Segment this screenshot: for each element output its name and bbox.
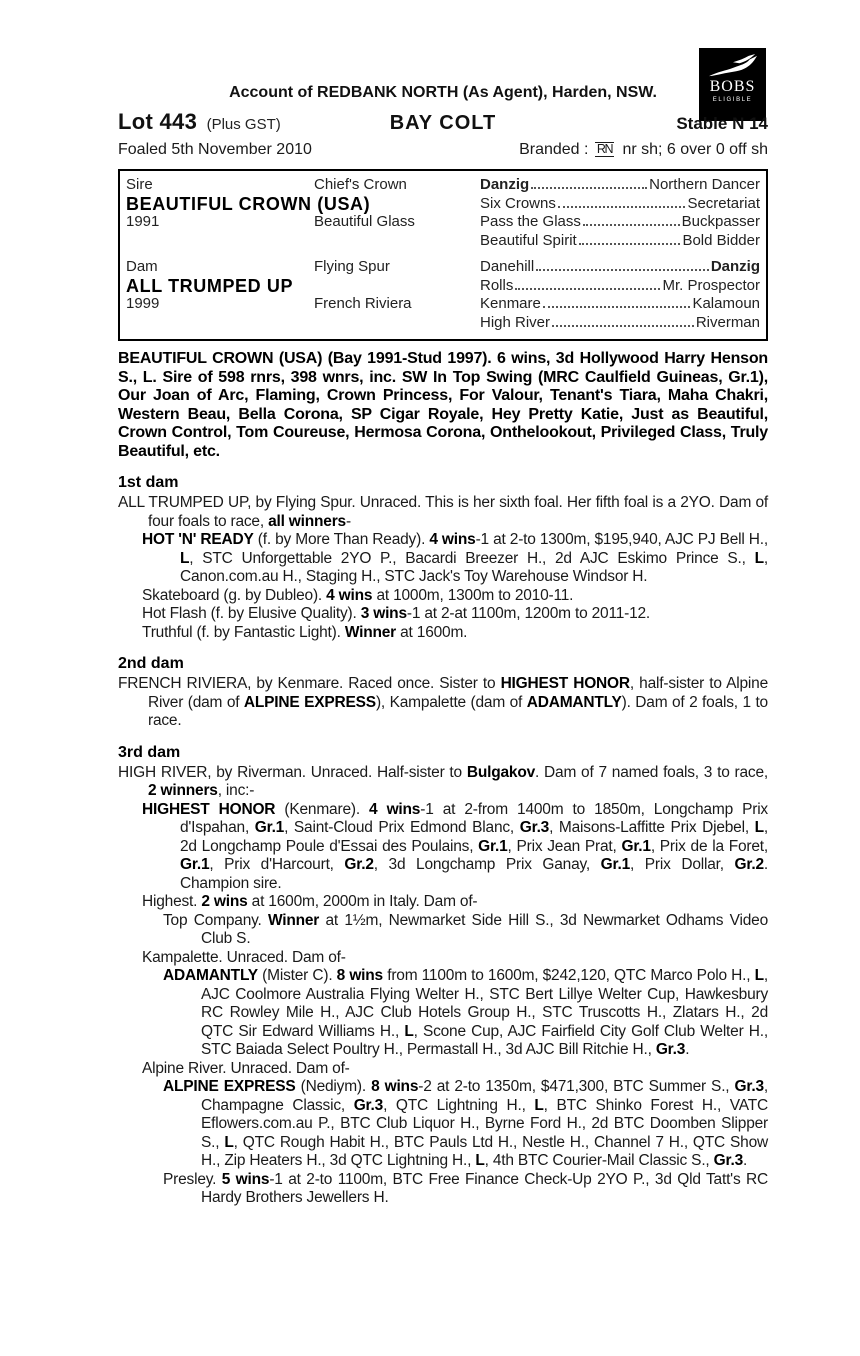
ancestor-name: Kenmare (480, 295, 541, 312)
section-heading: 2nd dam (118, 655, 184, 672)
stable-number: Stable N 14 (676, 114, 768, 133)
ancestor-pair (480, 213, 760, 232)
parent-name: French Riviera (314, 295, 412, 312)
birth-year: 1999 (126, 295, 160, 312)
ancestor-name: Danzig (480, 176, 530, 193)
pedigree-row (126, 176, 760, 195)
dot-leader (579, 243, 681, 245)
account-line: Account of REDBANK NORTH (As Agent), Harden, NSW. (229, 84, 657, 101)
dot-leader (552, 325, 694, 327)
ancestor-name: Mr. Prospector (662, 276, 760, 294)
pedigree-paragraph: Kampalette. Unraced. Dam of- (142, 948, 346, 966)
pedigree-paragraph: ALL TRUMPED UP, by Flying Spur. Unraced. This is her sixth foal. Her fifth foal is a 2YO. Dam of four foals to race, all winners- (118, 494, 768, 530)
lot-row (118, 109, 768, 135)
section-heading: 3rd dam (118, 743, 181, 761)
dot-leader (583, 224, 680, 226)
birth-year: 1991 (126, 213, 160, 230)
sire-summary: BEAUTIFUL CROWN (USA) (Bay 1991-Stud 1997). 6 wins, 3d Hollywood Harry Henson S., L. Sire of 598 rnrs, 398 wnrs, inc. SW In Top Swing (MRC Caulfield Guineas, Gr.1), Our Joan of Arc, Flaming, Crown Princess, For Valour, Tenant's Tiara, Maha Chakri, Western Beau, Bella Corona, SP Cigar Royale, Hey Pretty Katie, Just as Beautiful, Crown Control, Tom Coureuse, Hermosa Corona, Onthelookout, Privileged Class, Truly Beautiful, etc. (118, 350, 768, 460)
ancestor-name: High River (480, 313, 551, 331)
dam-block (126, 258, 760, 332)
bobs-horse-icon (699, 54, 766, 78)
ancestor-pair (480, 176, 760, 195)
pedigree-row (126, 314, 760, 333)
ancestor-name: Danehill (480, 258, 535, 275)
pedigree-paragraph: Hot Flash (f. by Elusive Quality). 3 wins-1 at 2-at 1100m, 1200m to 2011-12. (142, 605, 651, 622)
section-heading: 1st dam (118, 474, 179, 491)
horse-name: ALL TRUMPED UP (126, 275, 294, 296)
foaled-date: Foaled 5th November 2010 (118, 141, 312, 158)
bobs-subtitle: ELIGIBLE (712, 97, 753, 103)
pedigree-row (126, 258, 760, 277)
ancestor-name: Buckpasser (681, 213, 760, 230)
pedigree-paragraph: Skateboard (g. by Dubleo). 4 wins at 1000m, 1300m to 2010-11. (142, 586, 574, 604)
parent-name: Beautiful Glass (314, 213, 415, 230)
bobs-title: BOBS (709, 78, 756, 95)
ancestor-name: Pass the Glass (480, 213, 581, 230)
dot-leader (543, 306, 691, 308)
ancestor-name: Secretariat (687, 194, 760, 212)
dot-leader (515, 288, 660, 290)
dot-leader (536, 269, 709, 271)
ancestor-pair (480, 258, 760, 277)
sire-block (126, 176, 760, 250)
pedigree-paragraph: Presley. 5 wins-1 at 2-to 1100m, BTC Free Finance Check-Up 2YO P., 3d Qld Tatt's RC Hardy Brothers Jewellers H. (163, 1170, 768, 1206)
ancestor-name: Six Crowns (480, 194, 556, 212)
pedigree-row (126, 277, 760, 296)
role-label: Sire (126, 176, 153, 193)
pedigree-paragraph: Top Company. Winner at 1½m, Newmarket Side Hill S., 3d Newmarket Odhams Video Club S. (163, 911, 769, 947)
branded-label: Branded : (519, 141, 589, 158)
pedigree-table (118, 169, 768, 341)
horse-title: BAY COLT (389, 112, 497, 134)
ancestor-pair (480, 314, 760, 333)
pedigree-paragraph: HOT 'N' READY (f. by More Than Ready). 4 wins-1 at 2-to 1300m, $195,940, AJC PJ Bell H., L, STC Unforgettable 2YO P., Bacardi Breezer H., 2d AJC Eskimo Prince S., L, Canon.com.au H., Staging H., STC Jack's Toy Warehouse Windsor H. (142, 531, 768, 585)
second-dam-section (118, 655, 768, 731)
ancestor-pair (480, 277, 760, 296)
pedigree-paragraph: Alpine River. Unraced. Dam of- (142, 1059, 350, 1077)
first-dam-section (118, 474, 768, 642)
pedigree-row (126, 232, 760, 251)
ancestor-name: Rolls (480, 276, 514, 294)
parent-name: Chief's Crown (314, 176, 407, 193)
ancestor-pair (480, 295, 760, 314)
pedigree-paragraph: Highest. 2 wins at 1600m, 2000m in Italy. Dam of- (142, 893, 478, 910)
ancestor-pair (480, 195, 760, 214)
ancestor-name: Riverman (695, 313, 760, 331)
branded-info (519, 141, 768, 159)
meta-row (118, 141, 768, 159)
ancestor-name: Danzig (710, 258, 760, 275)
lot-left (118, 109, 390, 135)
lot-number: Lot 443 (118, 109, 198, 134)
pedigree-paragraph: ADAMANTLY (Mister C). 8 wins from 1100m to 1600m, $242,120, QTC Marco Polo H., L, AJC Coolmore Australia Flying Welter H., STC Bert Lillye Welter Cup, Hawkesbury RC Rowley Mile H., AJC Club Hotels Group H., STC Truscotts H., Zlatars H., 2d QTC Sir Edward Williams H., L, Scone Cup, AJC Fairfield City Golf Club Welter H., STC Baiada Select Poultry H., Permastall H., 3d AJC Bill Ritchie H., Gr.3. (163, 967, 768, 1058)
lot-gst-note: (Plus GST) (206, 116, 281, 133)
pedigree-paragraph: ALPINE EXPRESS (Nediym). 8 wins-2 at 2-to 1350m, $471,300, BTC Summer S., Gr.3, Champagne Classic, Gr.3, QTC Lightning H., L, BTC Shinko Forest H., VATC Eflowers.com.au P., BTC Club Liquor H., Byrne Ford H., 2d BTC Doomben Slipper S., L, QTC Rough Habit H., BTC Pauls Ltd H., Nestle H., Channel 7 H., QTC Show H., Zip Heaters H., 3d QTC Lightning H., L, 4th BTC Courier-Mail Classic S., Gr.3. (163, 1078, 768, 1169)
ancestor-name: Beautiful Spirit (480, 231, 577, 249)
pedigree-paragraph: Truthful (f. by Fantastic Light). Winner at 1600m. (142, 623, 468, 641)
branded-detail: nr sh; 6 over 0 off sh (622, 141, 768, 158)
dot-leader (558, 206, 686, 208)
pedigree-paragraph: FRENCH RIVIERA, by Kenmare. Raced once. Sister to HIGHEST HONOR, half-sister to Alpine River (dam of ALPINE EXPRESS), Kampalette (dam of ADAMANTLY). Dam of 2 foals, 1 to race. (118, 675, 769, 729)
ancestor-name: Kalamoun (692, 295, 760, 312)
pedigree-row (126, 213, 760, 232)
brand-mark: RN (596, 142, 612, 156)
ancestor-name: Northern Dancer (649, 176, 760, 193)
spacer-cell (126, 232, 480, 251)
pedigree-row (126, 295, 760, 314)
dot-leader (531, 187, 647, 189)
role-label: Dam (126, 258, 158, 275)
parent-name: Flying Spur (314, 258, 390, 275)
pedigree-paragraph: HIGHEST HONOR (Kenmare). 4 wins-1 at 2-from 1400m to 1850m, Longchamp Prix d'Ispahan, Gr.1, Saint-Cloud Prix Edmond Blanc, Gr.3, Maisons-Laffitte Prix Djebel, L, 2d Longchamp Poule d'Essai des Poulains, Gr.1, Prix Jean Prat, Gr.1, Prix de la Foret, Gr.1, Prix d'Harcourt, Gr.2, 3d Longchamp Prix Ganay, Gr.1, Prix Dollar, Gr.2. Champion sire. (142, 800, 769, 892)
third-dam-section (118, 744, 768, 1208)
horse-name: BEAUTIFUL CROWN (USA) (126, 193, 371, 214)
ancestor-pair (480, 232, 760, 251)
ancestor-name: Bold Bidder (682, 231, 760, 249)
pedigree-paragraph: HIGH RIVER, by Riverman. Unraced. Half-sister to Bulgakov. Dam of 7 named foals, 3 to race, 2 winners, inc:- (118, 763, 768, 799)
pedigree-row (126, 195, 760, 214)
spacer-cell (126, 314, 480, 333)
